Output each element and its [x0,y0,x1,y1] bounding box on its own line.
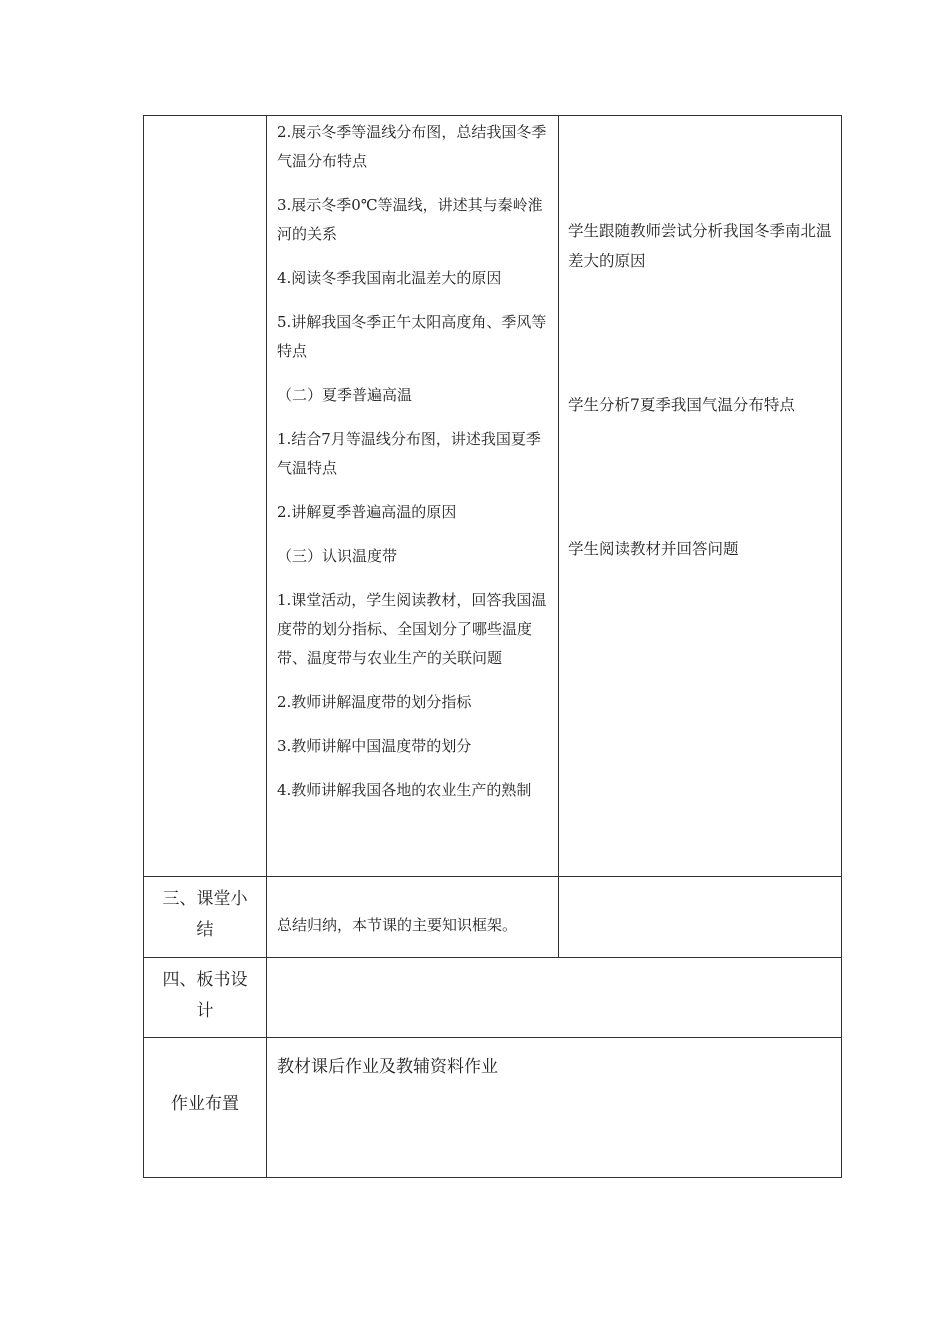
student-activity: 学生阅读教材并回答问题 [568,540,739,558]
section-heading: （三）认识温度带 [277,547,398,565]
step-item: 5.讲解我国冬季正午太阳高度角、季风等特点 [277,313,547,360]
col-divider-1 [266,116,267,1177]
summary-content: 总结归纳，本节课的主要知识框架。 [277,916,518,934]
teaching-steps-cell [277,118,553,820]
col-divider-2 [558,116,559,957]
section-heading: （二）夏季普遍高温 [277,386,413,404]
step-item: 1.课堂活动，学生阅读教材，回答我国温度带的划分指标、全国划分了哪些温度带、温度带与农业生产的关联问题 [277,591,547,667]
step-item: 2.教师讲解温度带的划分指标 [277,693,472,711]
step-item: 4.教师讲解我国各地的农业生产的熟制 [277,781,532,799]
row-divider-3 [144,1037,841,1038]
student-activity: 学生跟随教师尝试分析我国冬季南北温差大的原因 [568,222,832,270]
homework-label: 作业布置 [171,1094,239,1114]
step-item: 2.讲解夏季普遍高温的原因 [277,503,457,521]
row-divider-2 [144,957,841,958]
step-item: 4.阅读冬季我国南北温差大的原因 [277,269,502,287]
student-activity: 学生分析7夏季我国气温分布特点 [568,396,795,414]
step-item: 1.结合7月等温线分布图，讲述我国夏季气温特点 [277,430,541,477]
step-item: 3.教师讲解中国温度带的划分 [277,737,472,755]
summary-label: 三、课堂小结 [162,889,248,940]
lesson-plan-table [143,115,842,1178]
board-design-label: 四、板书设计 [162,970,248,1021]
row-divider-1 [144,876,841,877]
homework-content: 教材课后作业及教辅资料作业 [277,1057,498,1077]
step-item: 3.展示冬季0℃等温线，讲述其与秦岭淮河的关系 [277,196,543,243]
step-item: 2.展示冬季等温线分布图，总结我国冬季气温分布特点 [277,123,547,170]
